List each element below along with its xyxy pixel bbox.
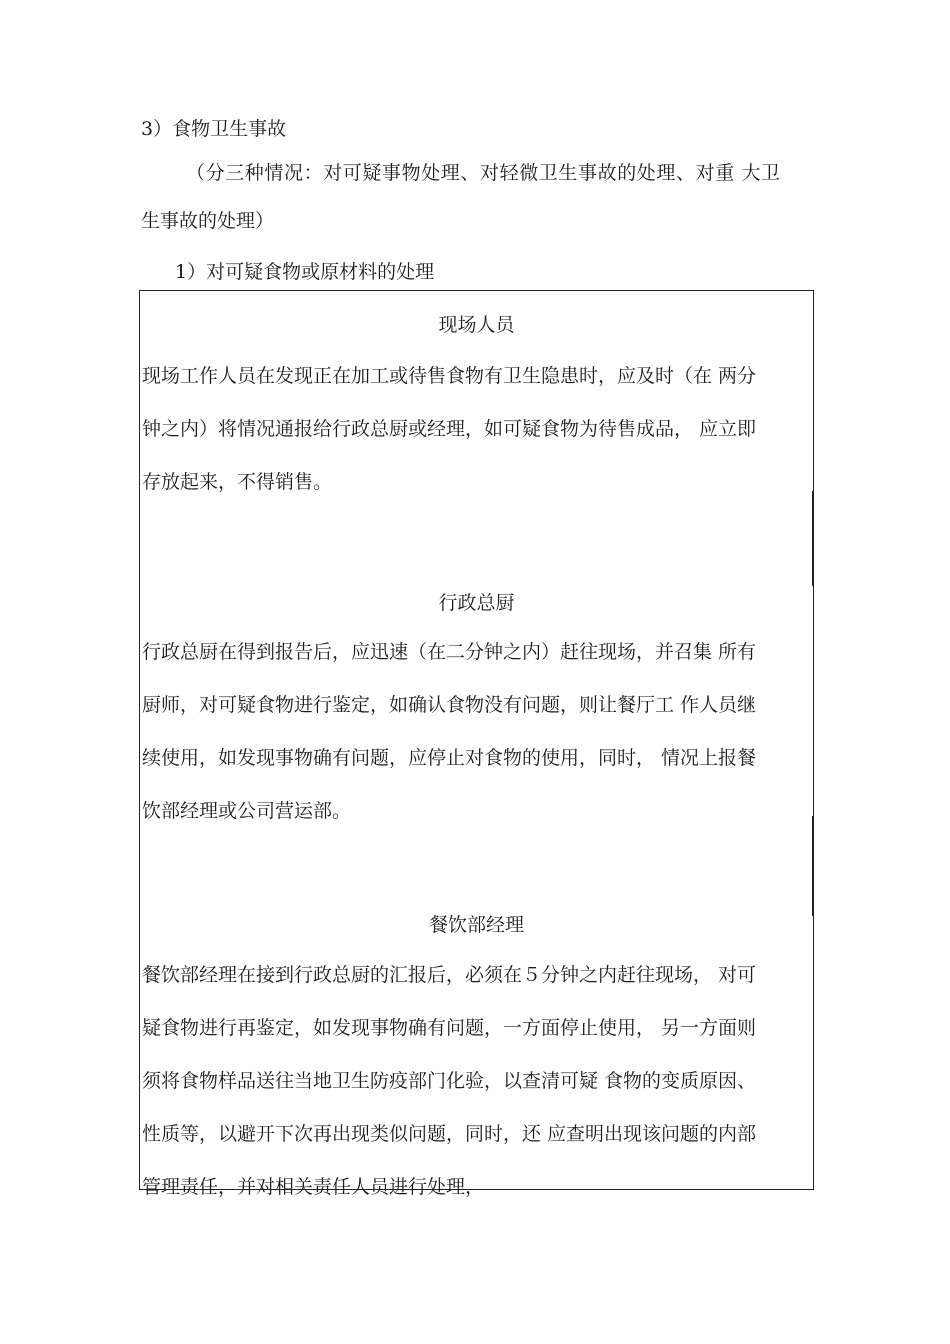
text-line: 续使用，如发现事物确有问题，应停止对食物的使用，同时， 情况上报餐 (142, 747, 757, 769)
section-text-executive-chef (142, 640, 810, 852)
section-text-onsite-staff (142, 364, 810, 523)
intro-line-1: （分三种情况：对可疑事物处理、对轻微卫生事故的处理、对重 大卫 (186, 162, 781, 184)
section-heading: 3）食物卫生事故 (141, 118, 287, 140)
text-line: 饮部经理或公司营运部。 (142, 800, 352, 822)
text-line: 餐饮部经理在接到行政总厨的汇报后，必须在５分钟之内赶往现场， 对可 (142, 964, 757, 986)
section-title-fb-manager: 餐饮部经理 (428, 914, 524, 936)
section-title-onsite-staff: 现场人员 (438, 314, 515, 336)
text-line: 厨师，对可疑食物进行鉴定，如确认食物没有问题，则让餐厅工 作人员继 (142, 694, 757, 716)
text-line: 存放起来，不得销售。 (142, 471, 333, 493)
right-border-tick (812, 491, 814, 586)
text-line: 性质等，以避开下次再出现类似问题，同时，还 应查明出现该问题的内部 (142, 1123, 757, 1145)
procedure-table (139, 290, 814, 1198)
text-line: 疑食物进行再鉴定，如发现事物确有问题，一方面停止使用， 另一方面则 (142, 1017, 757, 1039)
text-line: 行政总厨在得到报告后，应迅速（在二分钟之内）赶往现场，并召集 所有 (142, 641, 757, 663)
subheading: 1）对可疑食物或原材料的处理 (175, 261, 435, 283)
intro-line-2: 生事故的处理） (141, 210, 275, 232)
section-title-executive-chef: 行政总厨 (438, 592, 515, 614)
text-line: 现场工作人员在发现正在加工或待售食物有卫生隐患时，应及时（在 两分 (142, 365, 757, 387)
right-border-tick (812, 816, 814, 916)
section-text-fb-manager (142, 963, 810, 1228)
text-line: 须将食物样品送往当地卫生防疫部门化验，以查清可疑 食物的变质原因、 (142, 1070, 757, 1092)
text-line: 钟之内）将情况通报给行政总厨或经理，如可疑食物为待售成品， 应立即 (142, 418, 757, 440)
text-line: 管理责任，并对相关责任人员进行处理， (142, 1176, 485, 1198)
